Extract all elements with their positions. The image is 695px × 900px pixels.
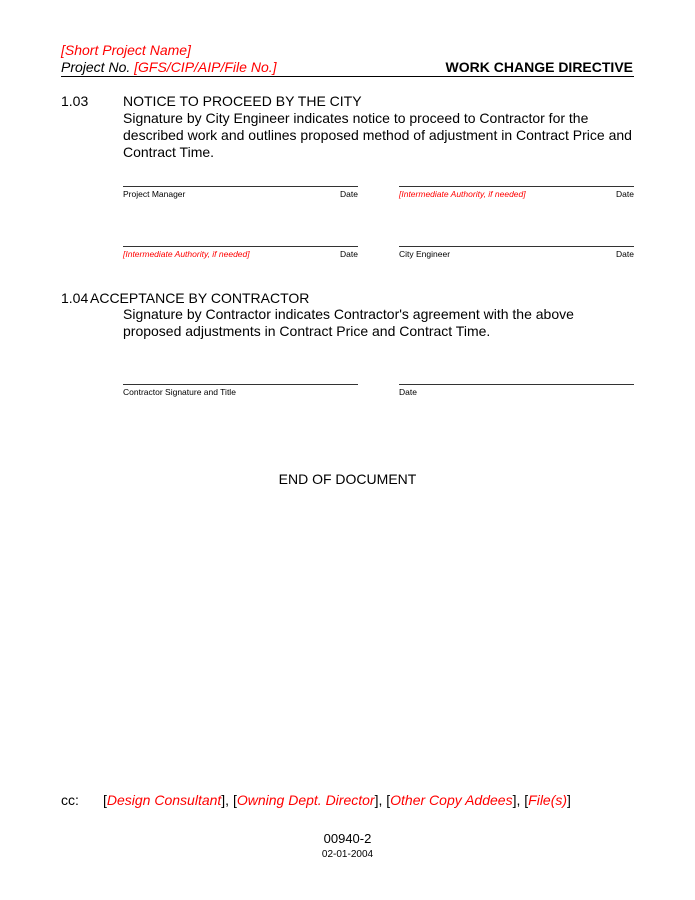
page-number: 00940-2 bbox=[323, 831, 372, 846]
section-103-title: NOTICE TO PROCEED BY THE CITY bbox=[123, 93, 362, 109]
project-number-line bbox=[61, 59, 277, 75]
revision-date: 02-01-2004 bbox=[321, 849, 374, 860]
signature-date-label: Date bbox=[340, 189, 358, 199]
cc-recipient: Owning Dept. Director bbox=[236, 792, 375, 808]
section-103-number: 1.03 bbox=[61, 93, 89, 109]
signature-label-intermediate-authority: [Intermediate Authority, if needed] bbox=[399, 189, 526, 199]
cc-recipients: [Design Consultant], [Owning Dept. Director], [Other Copy Addees], [File(s)] bbox=[103, 792, 571, 808]
section-103-body: Signature by City Engineer indicates notice to proceed to Contractor for the described work and outlines proposed method of adjustment in Contract Price and Contract Time. bbox=[123, 110, 632, 160]
cc-recipient: File(s) bbox=[528, 792, 568, 808]
signature-date-label: Date bbox=[616, 189, 634, 199]
signature-label-intermediate-authority: [Intermediate Authority, if needed] bbox=[123, 249, 250, 259]
project-name-placeholder: [Short Project Name] bbox=[61, 42, 191, 58]
cc-label: cc: bbox=[61, 792, 79, 808]
signature-line-contractor bbox=[123, 384, 358, 385]
section-104-title: ACCEPTANCE BY CONTRACTOR bbox=[90, 290, 310, 306]
cc-recipient: Other Copy Addees bbox=[390, 792, 513, 808]
signature-line-intermediate-authority bbox=[399, 186, 634, 187]
signature-label-project-manager: Project Manager bbox=[123, 189, 186, 199]
signature-line-contractor-date bbox=[399, 384, 634, 385]
signature-date-label: Date bbox=[616, 249, 634, 259]
signature-label-contractor: Contractor Signature and Title bbox=[123, 387, 236, 397]
document-title: WORK CHANGE DIRECTIVE bbox=[445, 59, 633, 75]
header-divider bbox=[61, 76, 634, 77]
section-104-number: 1.04 bbox=[61, 290, 89, 306]
signature-date-label: Date bbox=[340, 249, 358, 259]
signature-line-project-manager bbox=[123, 186, 358, 187]
end-of-document: END OF DOCUMENT bbox=[278, 471, 417, 487]
signature-label-contractor-date: Date bbox=[399, 387, 417, 397]
project-number-placeholder: [GFS/CIP/AIP/File No.] bbox=[134, 59, 277, 75]
signature-label-city-engineer: City Engineer bbox=[399, 249, 451, 259]
cc-recipient: Design Consultant bbox=[106, 792, 222, 808]
signature-line-intermediate-authority bbox=[123, 246, 358, 247]
project-number-label: Project No. bbox=[61, 59, 135, 75]
section-104-body: Signature by Contractor indicates Contractor's agreement with the above proposed adjustments in Contract Price and Contract Time. bbox=[123, 306, 574, 339]
signature-line-city-engineer bbox=[399, 246, 634, 247]
